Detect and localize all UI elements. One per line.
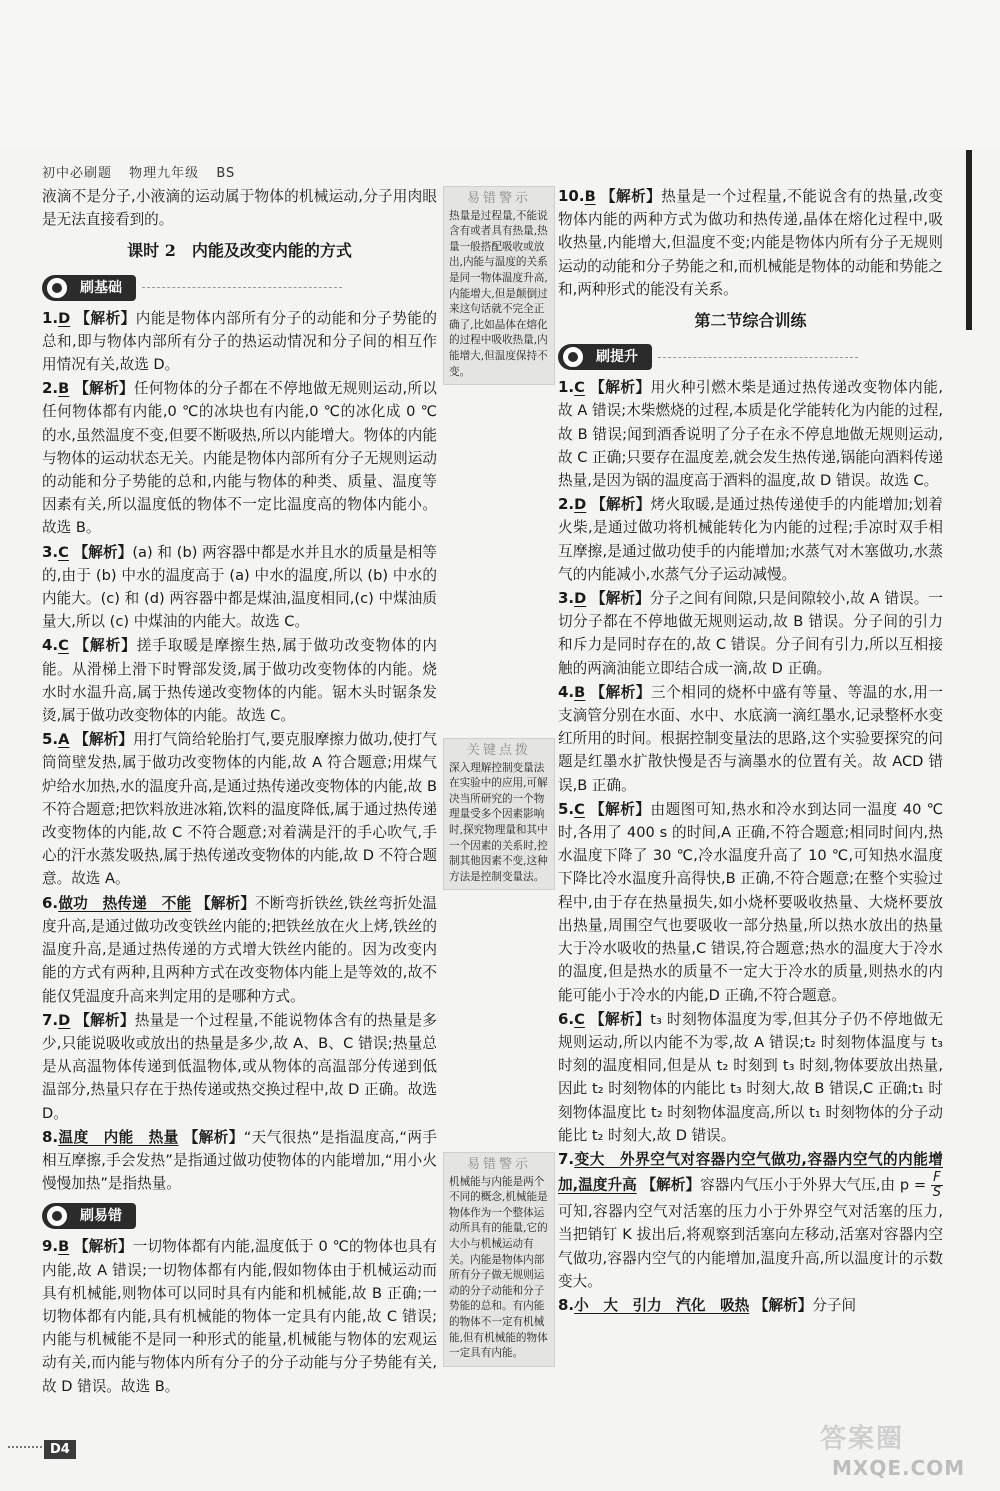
side-note-error-1 (443, 186, 555, 385)
answer-item: 6.C 【解析】t₃ 时刻物体温度为零,但其分子仍不停地做无规则运动,所以内能不为零,故 A 错误;t₂ 时刻物体温度与 t₃ 时刻的温度相同,但是从 t₂ 时刻到 t₃ 时刻,物体要放出热量,因此 t₂ 时刻物体的内能比 t₃ 时刻大,故 B 错误,C 正确;t₁ 时刻物体温度比 t₂ 时刻物体温度高,所以 t₁ 时刻物体的分子动能比 t₂ 时刻大,故 D 错误。 (558, 1009, 943, 1144)
right-answer-list (558, 376, 943, 1147)
side-note-title: 易错警示 (466, 1157, 531, 1172)
side-note-title: 关键点拨 (466, 743, 531, 758)
badge-error-row (42, 1201, 437, 1235)
badge-icon (561, 345, 585, 369)
answer-item: 7.D 【解析】热量是一个过程量,不能说物体含有的热量是多少,只能说吸收或放出的热量是多少,故 A、B、C 错误;热量总是从高温物体传递到低温物体,或从物体的高温部分传递到低温部分,热量只存在于热传递或热交换过程中,故 D 正确。故选 D。 (42, 1010, 437, 1122)
answer-item: 5.C 【解析】由题图可知,热水和冷水到达同一温度 40 ℃时,各用了 400 s 的时间,A 正确,不符合题意;相同时间内,热水温度下降了 30 ℃,冷水温度升高了 10 ℃,可知热水温度下降比冷水温度升高得快,B 正确,不符合题意;在整个实验过程中,由于存在热量损失,如小烧杯要吸收热量、大烧杯要放出热量,周围空气也要吸收一部分热量,所以热水放出的热量大于冷水吸收的热量,C 错误,符合题意;热水的温度大于冷水的温度,但是热水的质量不一定大于冷水的质量,则热水的内能可能小于冷水的内能,D 正确,不符合题意。 (558, 799, 943, 1004)
answer-item: 7.变大 外界空气对容器内空气做功,容器内空气的内能增加,温度升高 【解析】容器内气压小于外界大气压,由 p = $\frac{F}{S}$ 可知,容器内空气对活塞的压力小于外界空气对活塞的压力,当把销钉 K 拔出后,将观察到活塞向左移动,活塞对容器内空气做功,容器内空气的内能增加,温度升高,所以温度计的示数变大。 (558, 1149, 943, 1290)
book-name: 初中必刷题 (42, 166, 113, 181)
badge-icon (45, 276, 69, 300)
fraction: $\frac{F}{S}$ (932, 1170, 942, 1201)
answer-item: 5.A 【解析】用打气筒给轮胎打气,要克服摩擦力做功,使打气筒筒壁发热,属于做功改变物体的内能,故 A 符合题意;用煤气炉给水加热,水的温度升高,是通过热传递改变物体的内能,故 B 不符合题意;把饮料放进冰箱,饮料的温度降低,属于通过热传递改变物体的内能,故 C 不符合题意;对着满是汗的手心吹气,手心的汗水蒸发吸热,属于热传递改变物体的内能,故 D 不符合题意。故选 A。 (42, 730, 438, 888)
answer-item: 2.D 【解析】烤火取暖,是通过热传递使手的内能增加;划着火柴,是通过做功将机械能转化为内能的过程;手凉时双手相互摩擦,是通过做功使手的内能增加;水蒸气对木塞做功,水蒸气的内能减小,水蒸气分子运动减慢。 (558, 495, 943, 583)
side-note-key (443, 738, 555, 890)
answer-item: 3.D 【解析】分子之间有间隙,只是间隙较小,故 A 错误。一切分子都在不停地做无规则运动,故 B 错误。分子间的引力和斥力是同时存在的,故 C 错误。分子间有引力,所以互相接触的两滴油能立即结合成一滴,故 D 正确。 (558, 589, 943, 677)
answer-item: 3.C 【解析】(a) 和 (b) 两容器中都是水并且水的质量是相等的,由于 (b) 中水的温度高于 (a) 中水的温度,所以 (b) 中水的内能大。(c) 和 (d) 两容器中都是煤油,温度相同,(c) 中煤油质量大,所以 (c) 中煤油的内能大。故选 C。 (42, 542, 437, 631)
watermark-url: MXQE.COM (832, 1456, 966, 1480)
badge-basic-row (42, 273, 437, 307)
badge-error: 刷易错 (42, 1203, 136, 1229)
badge-advance: 刷提升 (558, 344, 652, 370)
right-column (558, 185, 943, 1318)
side-note-error-2 (443, 1152, 555, 1367)
top-blank-band (0, 0, 1000, 150)
watermark-logo: 答案圈 (820, 1424, 905, 1454)
answer-item: 8.小 大 引力 汽化 吸热 【解析】分子间 (558, 1295, 857, 1314)
left-answer-list-2 (42, 1235, 437, 1397)
left-answer-list (42, 307, 437, 1196)
edge-bar (966, 150, 972, 330)
side-note-title: 易错警示 (466, 191, 531, 206)
answer-item: 4.B 【解析】三个相同的烧杯中盛有等量、等温的水,用一支滴管分别在水面、水中、水底滴一滴红墨水,记录整杯水变红所用的时间。根据控制变量法的思路,这个实验要探究的问题是红墨水扩散快慢是否与滴墨水的位置有关。故 ACD 错误,B 正确。 (558, 682, 943, 794)
badge-divider (142, 287, 342, 288)
answer-item: 9.B 【解析】一切物体都有内能,温度低于 0 ℃的物体也具有内能,故 A 错误;一切物体都有内能,假如物体由于机械运动而具有机械能,则物体可以同时具有内能和机械能,故 B 正确;一切物体都有内能,具有机械能的物体一定具有内能,故 C 错误;内能与机械能不是同一种形式的能量,机械能与物体的宏观运动有关,而内能与物体内所有分子的分子动能与分子势能有关,故 D 错误。故选 B。 (42, 1237, 437, 1395)
page-number-dots (8, 1446, 42, 1448)
lesson-title: 课时 2 内能及改变内能的方式 (127, 241, 352, 261)
answer-item: 8.温度 内能 热量 【解析】“天气很热”是指温度高,“两手相互摩擦,手会发热”是指通过做功使物体的内能增加,“用小火慢慢加热”是指热量。 (42, 1127, 437, 1193)
answer-item: 2.B 【解析】任何物体的分子都在不停地做无规则运动,所以任何物体都有内能,0 ℃的冰块也有内能,0 ℃的冰化成 0 ℃的水,虽然温度不变,但要不断吸热,所以内能增大。物体的内能与物体的运动状态无关。内能是物体内部所有分子无规则运动的动能和分子势能的总和,内能与物体的种类、质量、温度等因素有关,所以温度低的物体不一定比温度高的物体内能小。故选 B。 (42, 379, 437, 537)
badge-icon (45, 1204, 69, 1228)
answer-item: 6.做功 热传递 不能 【解析】不断弯折铁丝,铁丝弯折处温度升高,是通过做功改变铁丝内能的;把铁丝放在火上烤,铁丝的温度升高,是通过热传递的方式增大铁丝内能的。因为改变内能的方式有两种,且两种方式在改变物体内能上是等效的,故不能仅凭温度升高来判定用的是哪种方式。 (42, 893, 437, 1005)
answer-item: 1.D 【解析】内能是物体内部所有分子的动能和分子势能的总和,即与物体内部所有分子的热运动情况和分子间的相互作用情况有关,故选 D。 (42, 308, 437, 374)
answer-item: 1.C 【解析】用火种引燃木柴是通过热传递改变物体内能,故 A 错误;木柴燃烧的过程,本质是化学能转化为内能的过程,故 B 错误;闻到酒香说明了分子在永不停息地做无规则运动,故 C 正确;只要存在温度差,就会发生热传递,锅能向酒料传递热量,是因为锅的温度高于酒料的温度,故 D 错误。故选 C。 (558, 378, 943, 490)
side-note-text: 热量是过程量,不能说含有或者具有热量,热量一般搭配吸收或放出,内能与温度的关系是同一物体温度升高,内能增大,但是颠倒过来这句话就不完全正确了,比如晶体在熔化的过程中吸收热量,内能增大,但温度保持不变。 (449, 209, 548, 378)
running-header (42, 162, 247, 181)
badge-basic: 刷基础 (42, 275, 136, 301)
page-number: D4 (44, 1440, 76, 1459)
badge-divider (658, 357, 858, 358)
left-column (42, 185, 437, 1399)
side-note-text: 机械能与内能是两个不同的概念,机械能是物体作为一个整体运动所具有的能量,它的大小与机械运动有关。内能是物体内部所有分子做无规则运动的分子动能和分子势能的总和。有内能的物体不一定有机械能,但有机械能的物体一定具有内能。 (449, 1175, 548, 1360)
answer-item: 10.B 【解析】热量是一个过程量,不能说含有的热量,改变物体内能的两种方式为做功和热传递,晶体在熔化过程中,吸收热量,内能增大,但温度不变;内能是物体内所有分子无规则运动的动能和分子势能之和,而机械能是物体的动能和势能之和,两种形式的能没有关系。 (558, 187, 943, 298)
answer-item: 4.C 【解析】搓手取暖是摩擦生热,属于做功改变物体的内能。从滑梯上滑下时臀部发烫,属于做功改变物体的内能。烧水时水温升高,属于热传递改变物体的内能。锯木头时锯条发烫,属于做功改变物体的内能。故选 C。 (42, 636, 437, 725)
intro-text: 液滴不是分子,小液滴的运动属于物体的机械运动,分子用肉眼是无法直接看到的。 (42, 188, 437, 229)
section-title: 第二节综合训练 (694, 311, 807, 331)
edition: BS (216, 166, 236, 181)
subject-name: 物理九年级 (129, 166, 200, 181)
badge-advance-row (558, 342, 943, 376)
side-note-text: 深入理解控制变量法在实验中的应用,可解决当所研究的一个物理量受多个因素影响时,探究物理量和其中一个因素的关系时,控制其他因素不变,这种方法是控制变量法。 (449, 761, 548, 883)
